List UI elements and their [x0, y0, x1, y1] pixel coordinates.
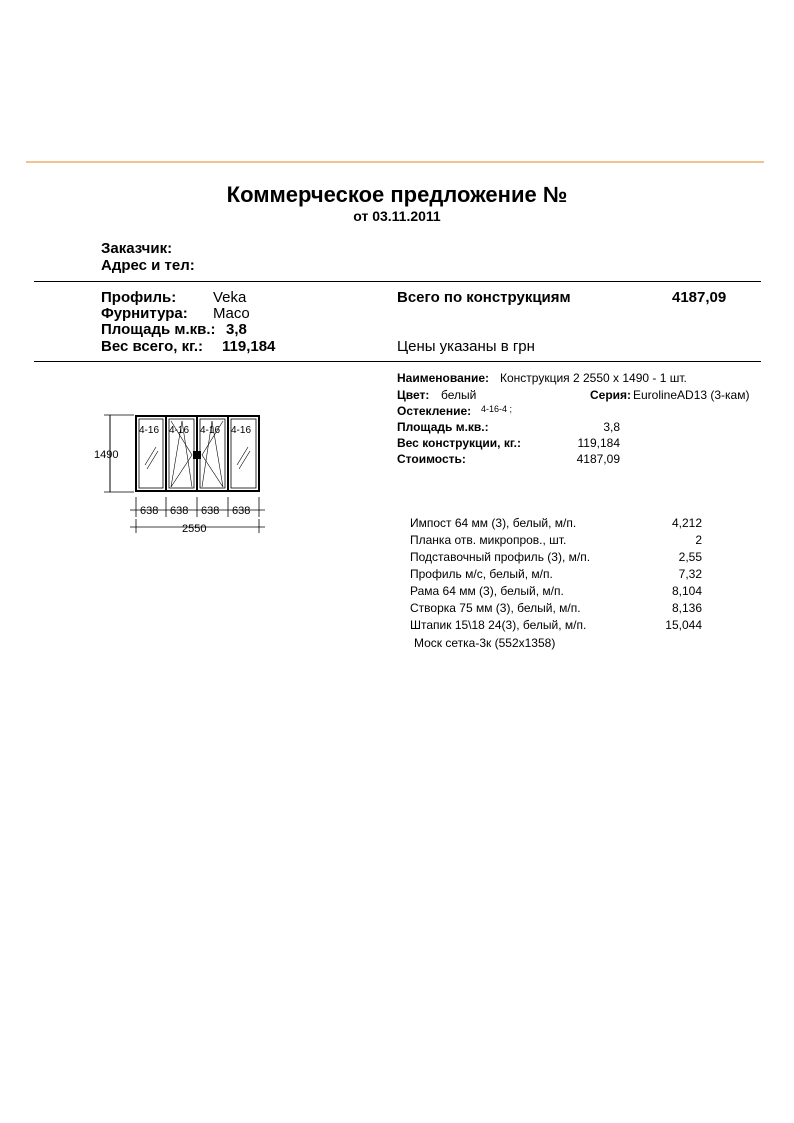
- material-value: 8,104: [671, 584, 702, 598]
- total-label: Всего по конструкциям: [397, 289, 571, 306]
- glass-mark-4b: [239, 451, 250, 469]
- construction-weight-value: 119,184: [577, 436, 620, 450]
- weight-label: Вес всего, кг.:: [101, 338, 203, 355]
- section-dim-4: 638: [232, 505, 251, 517]
- material-row: [410, 618, 702, 635]
- color-value: белый: [441, 388, 477, 402]
- height-dimension-label: 1490: [94, 449, 119, 461]
- glass-label-1: 4-16: [139, 425, 160, 436]
- total-value: 4187,09: [672, 289, 727, 306]
- glazing-label: Остекление:: [397, 404, 472, 418]
- hardware-value: Maco: [213, 305, 250, 322]
- section-dim-3: 638: [201, 505, 220, 517]
- material-name: Моск сетка-3к (552x1358): [414, 636, 556, 650]
- area-label: Площадь м.кв.:: [101, 321, 216, 338]
- glass-mark-1b: [147, 451, 158, 469]
- material-name: Рама 64 мм (3), белый, м/п.: [410, 584, 564, 598]
- window-drawing: [90, 405, 280, 540]
- glass-label-2: 4-16: [169, 425, 190, 436]
- material-row: [410, 567, 702, 584]
- weight-value: 119,184: [222, 338, 276, 355]
- construction-area-label: Площадь м.кв.:: [397, 420, 489, 434]
- material-value: 7,32: [678, 567, 702, 581]
- material-value: 8,136: [671, 601, 702, 615]
- construction-area-value: 3,8: [603, 420, 620, 434]
- material-row: [410, 516, 702, 533]
- section-divider-bottom: [34, 361, 761, 362]
- address-label: Адрес и тел:: [101, 257, 195, 274]
- series-value: EurolineAD13 (3-кам): [633, 388, 750, 402]
- material-row: [410, 584, 702, 601]
- construction-name-label: Наименование:: [397, 371, 490, 385]
- width-dimension-label: 2550: [182, 523, 207, 535]
- handle-icon-right: [198, 451, 201, 459]
- material-value: 2,55: [678, 550, 702, 564]
- profile-label: Профиль:: [101, 289, 177, 306]
- section-divider-top: [34, 281, 761, 282]
- section-dim-2: 638: [170, 505, 189, 517]
- glass-label-3: 4-16: [200, 425, 221, 436]
- area-value: 3,8: [226, 321, 247, 338]
- currency-note: Цены указаны в грн: [397, 338, 535, 355]
- glass-mark-1a: [145, 447, 156, 465]
- material-row: [410, 601, 702, 618]
- document-date: от 03.11.2011: [353, 208, 441, 224]
- material-name: Подставочный профиль (3), м/п.: [410, 550, 591, 564]
- document-title: Коммерческое предложение №: [226, 182, 568, 207]
- hardware-label: Фурнитура:: [101, 305, 188, 322]
- profile-value: Veka: [213, 289, 247, 306]
- color-label: Цвет:: [397, 388, 430, 402]
- glass-label-4: 4-16: [231, 425, 252, 436]
- material-value: 15,044: [665, 618, 702, 632]
- series-label: Серия:: [590, 388, 632, 402]
- material-row: [410, 533, 702, 550]
- glass-mark-4a: [237, 447, 248, 465]
- section-dim-1: 638: [140, 505, 159, 517]
- construction-weight-label: Вес конструкции, кг.:: [397, 436, 521, 450]
- material-name: Импост 64 мм (3), белый, м/п.: [410, 516, 577, 530]
- material-row: [414, 636, 706, 653]
- cost-label: Стоимость:: [397, 452, 466, 466]
- client-label: Заказчик:: [101, 240, 173, 257]
- cost-value: 4187,09: [576, 452, 620, 466]
- material-value: 2: [695, 533, 702, 547]
- handle-icon-left: [193, 451, 196, 459]
- material-row: [410, 550, 702, 567]
- material-name: Штапик 15\18 24(3), белый, м/п.: [410, 618, 587, 632]
- material-value: 4,212: [671, 516, 702, 530]
- header-divider: [26, 161, 764, 163]
- material-name: Планка отв. микропров., шт.: [410, 533, 567, 547]
- material-name: Профиль м/с, белый, м/п.: [410, 567, 553, 581]
- construction-name-value: Конструкция 2 2550 x 1490 - 1 шт.: [500, 371, 687, 385]
- material-name: Створка 75 мм (3), белый, м/п.: [410, 601, 581, 615]
- glazing-value: 4-16-4 ;: [481, 404, 513, 414]
